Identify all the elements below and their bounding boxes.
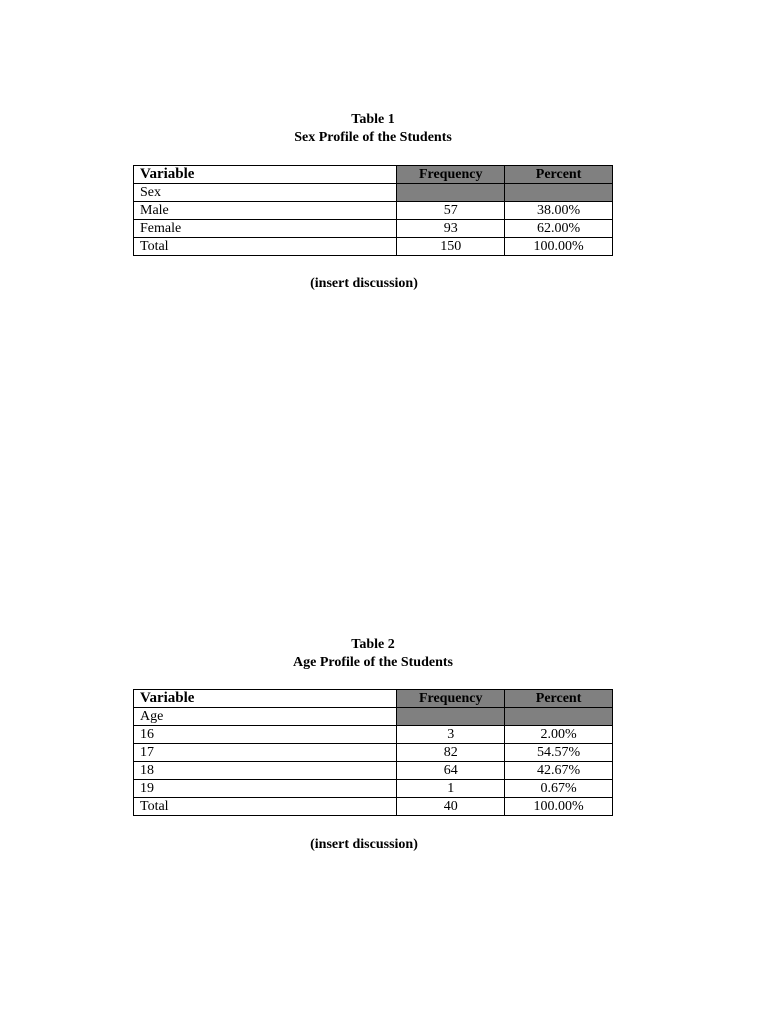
group-frequency-cell: [397, 708, 505, 726]
row-percent: 100.00%: [505, 238, 613, 256]
row-label: 16: [134, 726, 397, 744]
row-frequency: 93: [397, 220, 505, 238]
table-1-subtitle: Sex Profile of the Students: [294, 130, 452, 145]
header-frequency: Frequency: [397, 166, 505, 184]
table-2-caption: [133, 636, 613, 672]
table-row: [134, 798, 613, 816]
header-percent: Percent: [505, 166, 613, 184]
header-variable: Variable: [134, 166, 397, 184]
header-variable: Variable: [134, 690, 397, 708]
table-row: [134, 202, 613, 220]
table-group-row: [134, 184, 613, 202]
table-row: [134, 780, 613, 798]
row-label: Total: [134, 798, 397, 816]
row-percent: 42.67%: [505, 762, 613, 780]
table-1-title: Table 1: [351, 112, 395, 127]
sex-profile-table: [133, 165, 613, 256]
table-header-row: [134, 166, 613, 184]
row-frequency: 1: [397, 780, 505, 798]
table-row: [134, 744, 613, 762]
row-frequency: 150: [397, 238, 505, 256]
header-percent: Percent: [505, 690, 613, 708]
table-2-discussion: (insert discussion): [310, 837, 418, 852]
row-label: Total: [134, 238, 397, 256]
row-frequency: 3: [397, 726, 505, 744]
header-frequency: Frequency: [397, 690, 505, 708]
group-label: Age: [134, 708, 397, 726]
row-percent: 54.57%: [505, 744, 613, 762]
table-row: [134, 726, 613, 744]
row-percent: 100.00%: [505, 798, 613, 816]
row-label: Male: [134, 202, 397, 220]
group-percent-cell: [505, 708, 613, 726]
row-label: 18: [134, 762, 397, 780]
table-row: [134, 238, 613, 256]
row-frequency: 57: [397, 202, 505, 220]
row-label: 17: [134, 744, 397, 762]
group-percent-cell: [505, 184, 613, 202]
row-label: 19: [134, 780, 397, 798]
table-header-row: [134, 690, 613, 708]
row-frequency: 40: [397, 798, 505, 816]
row-label: Female: [134, 220, 397, 238]
group-label: Sex: [134, 184, 397, 202]
table-row: [134, 762, 613, 780]
row-percent: 2.00%: [505, 726, 613, 744]
age-profile-table: [133, 689, 613, 816]
row-percent: 38.00%: [505, 202, 613, 220]
table-2-title: Table 2: [351, 637, 395, 652]
table-group-row: [134, 708, 613, 726]
table-row: [134, 220, 613, 238]
row-percent: 0.67%: [505, 780, 613, 798]
table-2-subtitle: Age Profile of the Students: [293, 655, 453, 670]
row-percent: 62.00%: [505, 220, 613, 238]
row-frequency: 82: [397, 744, 505, 762]
group-frequency-cell: [397, 184, 505, 202]
table-1-caption: [133, 111, 613, 147]
table-1-discussion: (insert discussion): [310, 276, 418, 291]
row-frequency: 64: [397, 762, 505, 780]
